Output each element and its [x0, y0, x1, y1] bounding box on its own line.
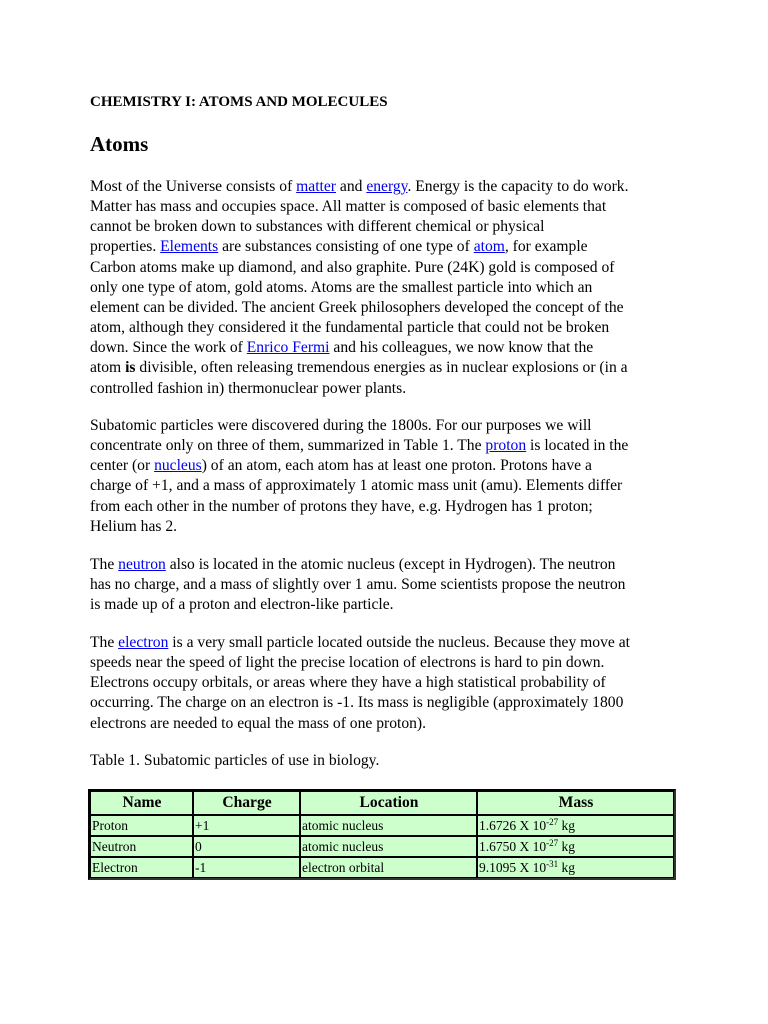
table-row — [90, 815, 674, 836]
paragraph-electron — [90, 633, 682, 734]
header-name: Name — [90, 791, 193, 815]
text-line: Electrons occupy orbitals, or areas where they have a high statistical probability of — [90, 674, 606, 692]
link-atom[interactable]: atom — [473, 238, 505, 256]
cell-name: Electron — [90, 857, 193, 878]
text-span: . Energy is the capacity to do work. — [407, 178, 629, 195]
mass-unit: kg — [558, 839, 575, 854]
text-span: divisible, often releasing tremendous energies as in nuclear explosions or (in a — [135, 359, 628, 377]
text-line — [90, 436, 682, 456]
cell-mass — [477, 815, 674, 836]
text-line — [90, 456, 682, 476]
link-electron[interactable]: electron — [118, 634, 169, 651]
table-caption: Table 1. Subatomic particles of use in biology. — [90, 752, 380, 769]
link-enrico-fermi[interactable]: Enrico Fermi — [246, 339, 330, 357]
text-line: cannot be broken down to substances with different chemical or physical — [90, 218, 545, 236]
text-span: center (or — [90, 457, 155, 475]
text-line: occurring. The charge on an electron is -1. Its mass is negligible (approximately 1800 — [90, 694, 624, 712]
cell-name: Neutron — [90, 836, 193, 857]
header-location: Location — [300, 791, 477, 815]
cell-location: atomic nucleus — [300, 815, 477, 836]
text-line: only one type of atom, gold atoms. Atoms are the smallest particle into which an — [90, 278, 593, 296]
mass-exponent: -27 — [546, 817, 559, 827]
table-header-row — [90, 791, 674, 815]
particles-table-grid — [90, 791, 674, 878]
text-span: , for example — [504, 238, 588, 256]
header-mass: Mass — [477, 791, 674, 815]
text-span: and his colleagues, we now know that the — [329, 339, 594, 357]
text-span: ) of an atom, each atom has at least one proton. Protons have a — [201, 457, 592, 475]
mass-base: 9.1095 X 10 — [479, 860, 547, 875]
text-line: from each other in the number of protons they have, e.g. Hydrogen has 1 proton; — [90, 497, 593, 515]
text-line — [90, 555, 682, 575]
text-span: also is located in the atomic nucleus (except in Hydrogen). The neutron — [165, 556, 616, 573]
section-title-atoms: Atoms — [90, 132, 149, 156]
text-span: concentrate only on three of them, summarized in Table 1. The — [90, 437, 486, 455]
text-span: The — [90, 556, 119, 573]
mass-unit: kg — [558, 860, 575, 875]
text-span: The — [90, 634, 119, 651]
text-line: atom, although they considered it the fundamental particle that could not be broken — [90, 319, 610, 337]
table-row — [90, 857, 674, 878]
cell-charge: -1 — [193, 857, 300, 878]
link-neutron[interactable]: neutron — [118, 556, 166, 573]
paragraph-neutron — [90, 555, 682, 615]
cell-mass — [477, 857, 674, 878]
bold-emphasis: is — [125, 359, 136, 377]
text-span: and — [336, 178, 367, 195]
link-nucleus[interactable]: nucleus — [154, 457, 202, 475]
link-proton[interactable]: proton — [485, 437, 527, 455]
subatomic-particles-table — [88, 789, 676, 880]
text-line: electrons are needed to equal the mass of one proton). — [90, 714, 427, 732]
link-elements[interactable]: Elements — [160, 238, 219, 256]
mass-base: 1.6750 X 10 — [479, 839, 547, 854]
text-span: Most of the Universe consists of — [90, 178, 297, 195]
text-line — [90, 358, 682, 378]
text-line: Matter has mass and occupies space. All matter is composed of basic elements that — [90, 198, 607, 216]
text-line: controlled fashion in) thermonuclear power plants. — [90, 379, 407, 397]
text-line: has no charge, and a mass of slightly over 1 amu. Some scientists propose the neutron — [90, 576, 626, 594]
mass-unit: kg — [558, 818, 575, 833]
text-line: Carbon atoms make up diamond, and also graphite. Pure (24K) gold is composed of — [90, 258, 615, 276]
text-span: properties. — [90, 238, 161, 256]
text-line: speeds near the speed of light the precise location of electrons is hard to pin down. — [90, 654, 605, 672]
paragraph-subatomic — [90, 416, 682, 537]
table-row — [90, 836, 674, 857]
text-line: Helium has 2. — [90, 517, 178, 535]
cell-name: Proton — [90, 815, 193, 836]
text-span: is a very small particle located outside the nucleus. Because they move at — [168, 634, 630, 651]
document-heading: CHEMISTRY I: ATOMS AND MOLECULES — [90, 94, 388, 110]
mass-base: 1.6726 X 10 — [479, 818, 547, 833]
mass-exponent: -31 — [546, 859, 559, 869]
text-line — [90, 338, 682, 358]
text-line: Subatomic particles were discovered during the 1800s. For our purposes we will — [90, 417, 592, 434]
text-line: is made up of a proton and electron-like particle. — [90, 596, 394, 614]
text-span: atom — [90, 359, 126, 377]
cell-charge: +1 — [193, 815, 300, 836]
link-energy[interactable]: energy — [366, 178, 408, 195]
cell-location: electron orbital — [300, 857, 477, 878]
text-line — [90, 237, 682, 257]
cell-location: atomic nucleus — [300, 836, 477, 857]
paragraph-matter-energy — [90, 177, 682, 399]
text-span: are substances consisting of one type of — [218, 238, 474, 256]
text-line — [90, 177, 682, 197]
link-matter[interactable]: matter — [296, 178, 337, 195]
text-span: is located in the — [526, 437, 629, 455]
text-line — [90, 633, 682, 653]
cell-mass — [477, 836, 674, 857]
text-line: element can be divided. The ancient Greek philosophers developed the concept of the — [90, 298, 624, 316]
cell-charge: 0 — [193, 836, 300, 857]
text-span: down. Since the work of — [90, 339, 247, 357]
header-charge: Charge — [193, 791, 300, 815]
text-line: charge of +1, and a mass of approximately 1 atomic mass unit (amu). Elements differ — [90, 477, 623, 495]
mass-exponent: -27 — [546, 838, 559, 848]
